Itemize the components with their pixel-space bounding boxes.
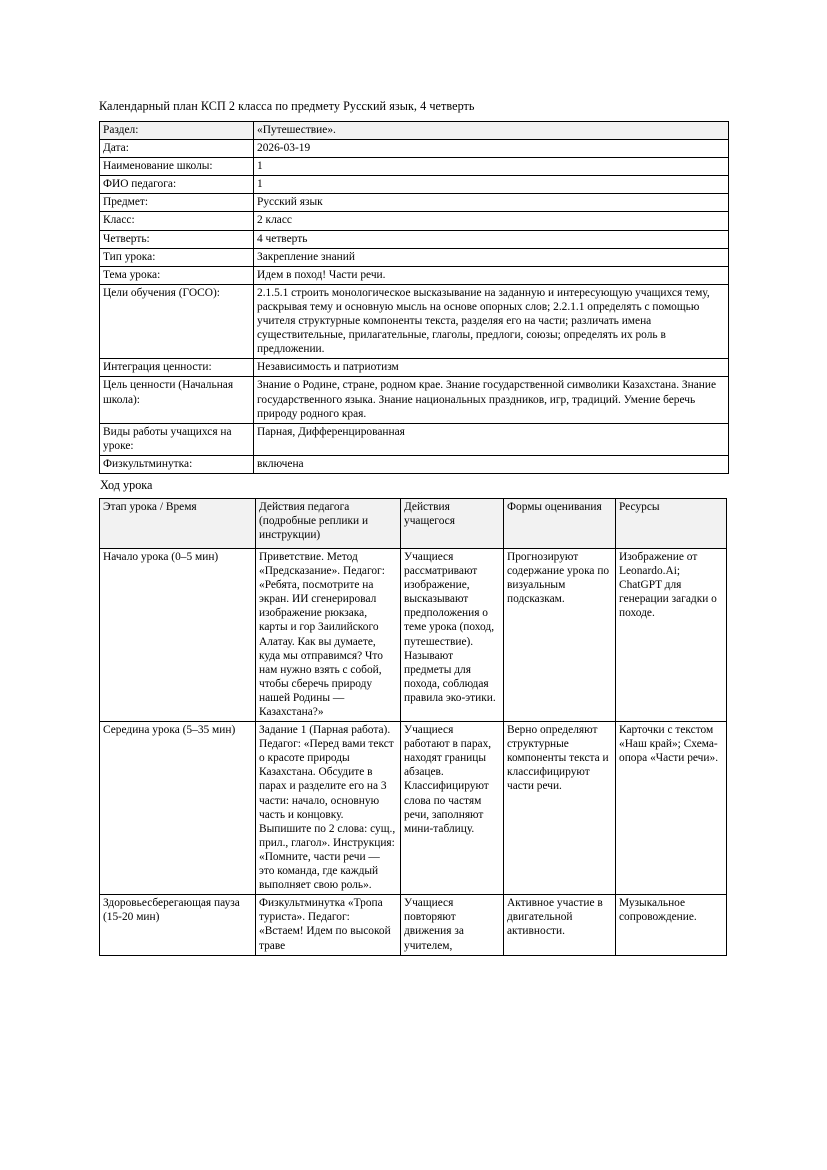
lesson-info-table <box>99 121 729 474</box>
table-row <box>100 423 729 455</box>
info-row-label: Предмет: <box>100 194 254 212</box>
table-row <box>100 284 729 358</box>
info-row-label: Дата: <box>100 140 254 158</box>
info-row-value: 2026-03-19 <box>254 140 729 158</box>
table-header-row <box>100 498 727 548</box>
flow-cell-student-actions: Учащиеся работают в парах, находят границы абзацев. Классифицируют слова по частям речи, заполняют мини-таблицу. <box>401 722 504 895</box>
lesson-flow-heading: Ход урока <box>100 477 153 492</box>
flow-cell-stage: Начало урока (0–5 мин) <box>100 548 256 721</box>
info-row-label: Цель ценности (Начальная школа): <box>100 377 254 423</box>
flow-cell-stage: Здоровьесберегающая пауза (15-20 мин) <box>100 895 256 955</box>
info-row-label: Виды работы учащихся на уроке: <box>100 423 254 455</box>
info-row-label: Класс: <box>100 212 254 230</box>
info-row-value: 4 четверть <box>254 230 729 248</box>
info-row-value: 1 <box>254 158 729 176</box>
info-row-value: 2.1.5.1 строить монологическое высказывание на заданную и интересующую учащихся тему, раскрывая тему и основную мысль на основе опорных слов; 2.2.1.1 определять с помощью учителя структурные компоненты текста, разделяя его на части; различать имена существительные, прилагательные, глаголы, предлоги, союзы; определять их роль в предложении. <box>254 284 729 358</box>
table-row <box>100 377 729 423</box>
flow-cell-teacher-actions: Приветствие. Метод «Предсказание». Педагог: «Ребята, посмотрите на экран. ИИ сгенерировал изображение рюкзака, карты и гор Заилийского Алатау. Как вы думаете, куда мы отправимся? Что нам нужно взять с собой, чтобы сберечь природу нашей Родины — Казахстана?» <box>256 548 401 721</box>
flow-cell-student-actions: Учащиеся повторяют движения за учителем, <box>401 895 504 955</box>
info-row-value: Парная, Дифференцированная <box>254 423 729 455</box>
info-row-value: Закрепление знаний <box>254 248 729 266</box>
column-header-teacher-actions: Действия педагога (подробные реплики и инструкции) <box>256 498 401 548</box>
column-header-stage: Этап урока / Время <box>100 498 256 548</box>
table-row <box>100 158 729 176</box>
info-row-label: Цели обучения (ГОСО): <box>100 284 254 358</box>
page-title: Календарный план КСП 2 класса по предмету Русский язык, 4 четверть <box>99 99 475 113</box>
lesson-flow-table <box>99 498 727 956</box>
info-row-label: Интеграция ценности: <box>100 359 254 377</box>
info-row-label: Наименование школы: <box>100 158 254 176</box>
info-row-label: Тема урока: <box>100 266 254 284</box>
info-row-value: Русский язык <box>254 194 729 212</box>
table-row <box>100 548 727 721</box>
info-row-label: ФИО педагога: <box>100 176 254 194</box>
flow-cell-assessment: Прогнозируют содержание урока по визуальным подсказкам. <box>504 548 616 721</box>
flow-cell-stage: Середина урока (5–35 мин) <box>100 722 256 895</box>
table-row <box>100 122 729 140</box>
info-row-label: Тип урока: <box>100 248 254 266</box>
flow-cell-resources: Музыкальное сопровождение. <box>616 895 727 955</box>
table-row <box>100 895 727 955</box>
column-header-student-actions: Действия учащегося <box>401 498 504 548</box>
info-row-label: Раздел: <box>100 122 254 140</box>
table-row <box>100 212 729 230</box>
info-row-value: 2 класс <box>254 212 729 230</box>
table-row <box>100 359 729 377</box>
column-header-assessment: Формы оценивания <box>504 498 616 548</box>
flow-cell-assessment: Активное участие в двигательной активности. <box>504 895 616 955</box>
table-row <box>100 230 729 248</box>
info-row-value: Независимость и патриотизм <box>254 359 729 377</box>
table-row <box>100 140 729 158</box>
flow-cell-teacher-actions: Физкультминутка «Тропа туриста». Педагог: «Встаем! Идем по высокой траве <box>256 895 401 955</box>
flow-cell-resources: Карточки с текстом «Наш край»; Схема-опора «Части речи». <box>616 722 727 895</box>
info-row-label: Четверть: <box>100 230 254 248</box>
info-row-value: Знание о Родине, стране, родном крае. Знание государственной символики Казахстана. Знание государственного языка. Знание национальных праздников, игр, традиций. Умение беречь природу родного края. <box>254 377 729 423</box>
page-bottom-cutoff <box>0 1063 827 1170</box>
table-row <box>100 455 729 473</box>
table-row <box>100 722 727 895</box>
table-row <box>100 248 729 266</box>
column-header-resources: Ресурсы <box>616 498 727 548</box>
flow-cell-student-actions: Учащиеся рассматривают изображение, высказывают предположения о теме урока (поход, путешествие). Называют предметы для похода, соблюдая правила эко-этики. <box>401 548 504 721</box>
info-row-value: Идем в поход! Части речи. <box>254 266 729 284</box>
table-row <box>100 176 729 194</box>
info-row-value: включена <box>254 455 729 473</box>
info-row-value: 1 <box>254 176 729 194</box>
flow-cell-assessment: Верно определяют структурные компоненты текста и классифицируют части речи. <box>504 722 616 895</box>
info-row-label: Физкультминутка: <box>100 455 254 473</box>
flow-cell-resources: Изображение от Leonardo.Ai; ChatGPT для генерации загадки о походе. <box>616 548 727 721</box>
table-row <box>100 266 729 284</box>
info-row-value: «Путешествие». <box>254 122 729 140</box>
flow-cell-teacher-actions: Задание 1 (Парная работа). Педагог: «Перед вами текст о красоте природы Казахстана. Обсудите в парах и разделите его на 3 части: начало, основную часть и концовку. Выпишите по 2 слова: сущ., прил., глагол». Инструкция: «Помните, части речи — это команда, где каждый выполняет свою роль». <box>256 722 401 895</box>
table-row <box>100 194 729 212</box>
